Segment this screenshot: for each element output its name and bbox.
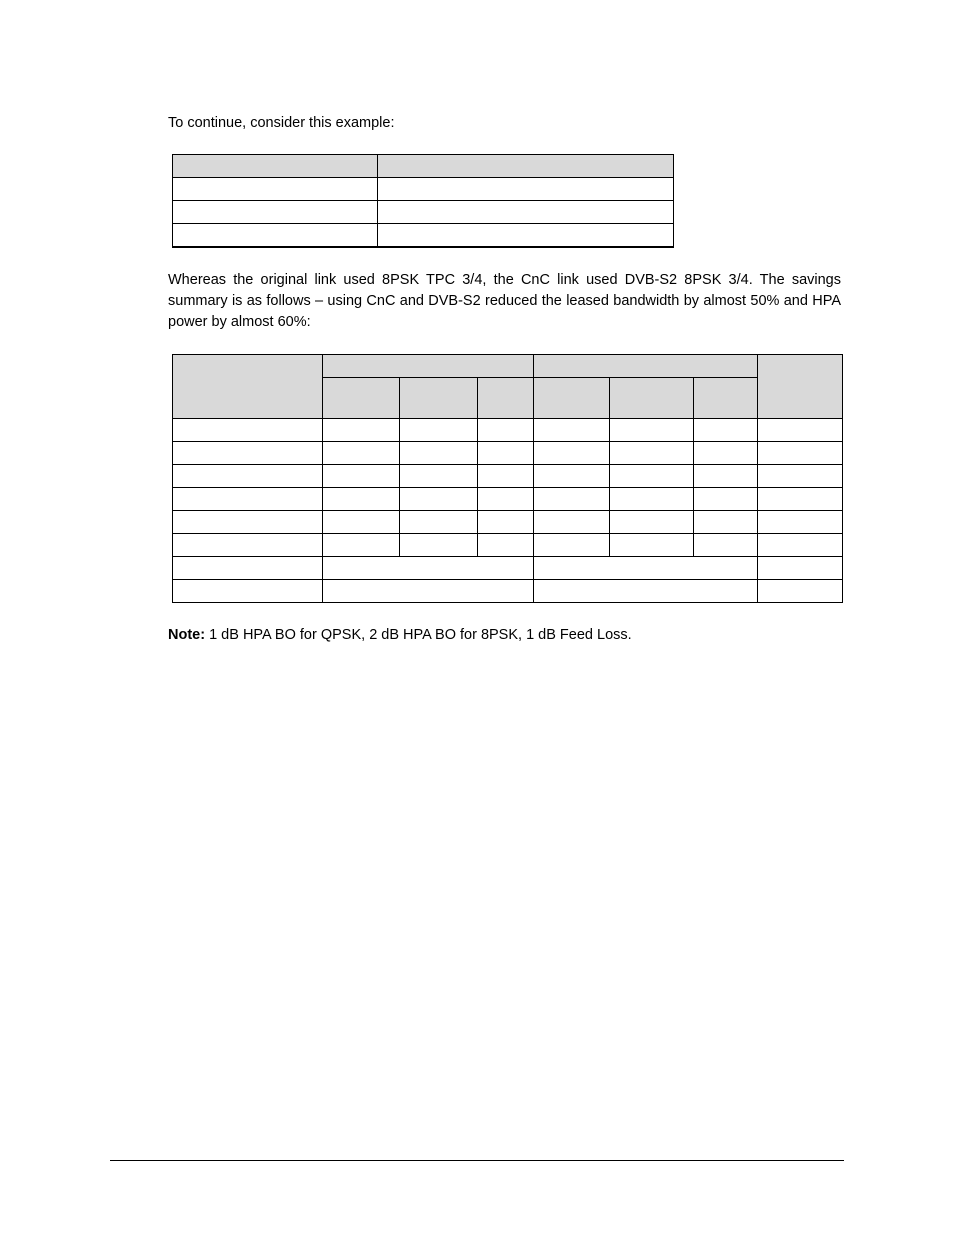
- table-cell: [400, 465, 478, 488]
- table-cell: [478, 488, 534, 511]
- savings-paragraph: Whereas the original link used 8PSK TPC 3/4, the CnC link used DVB-S2 8PSK 3/4. The savings summary is as follows – using CnC and DVB-S2 reduced the leased bandwidth by almost 50% and HPA power by almost 60%:: [168, 272, 841, 330]
- table-cell: [173, 534, 323, 557]
- table-row: [173, 178, 674, 201]
- table-cell: [694, 488, 758, 511]
- table-cell: [323, 465, 400, 488]
- table-cell: [173, 178, 378, 201]
- table-header-cell: [323, 378, 400, 419]
- table-cell: [758, 557, 843, 580]
- table-cell: [758, 442, 843, 465]
- table-header-cell: [400, 378, 478, 419]
- table-cell: [534, 534, 610, 557]
- example-table: [172, 154, 674, 248]
- table-header-cell: [323, 355, 534, 378]
- table-row: [173, 442, 843, 465]
- table-cell: [173, 465, 323, 488]
- table-cell: [758, 534, 843, 557]
- table-header-cell: [694, 378, 758, 419]
- table-cell: [378, 178, 674, 201]
- table-cell: [534, 557, 758, 580]
- table-cell: [758, 580, 843, 603]
- intro-paragraph: To continue, consider this example:: [168, 115, 395, 131]
- table-cell: [323, 419, 400, 442]
- table-cell: [378, 201, 674, 224]
- table-header-cell: [534, 355, 758, 378]
- table-row: [173, 201, 674, 224]
- table-cell: [323, 488, 400, 511]
- table-cell: [173, 557, 323, 580]
- table-row: [173, 488, 843, 511]
- table-cell: [323, 442, 400, 465]
- table-cell: [478, 442, 534, 465]
- table-cell: [173, 224, 378, 248]
- table-header-row: [173, 355, 843, 378]
- table-cell: [534, 465, 610, 488]
- footer-divider: [110, 1160, 844, 1161]
- table-header-cell: [610, 378, 694, 419]
- table-cell: [694, 534, 758, 557]
- table-row: [173, 224, 674, 248]
- table-cell: [323, 534, 400, 557]
- table-cell: [400, 534, 478, 557]
- table-cell: [694, 419, 758, 442]
- table-cell: [758, 511, 843, 534]
- table-header-cell: [378, 155, 674, 178]
- table-cell: [173, 419, 323, 442]
- table-cell: [758, 419, 843, 442]
- table-cell: [173, 511, 323, 534]
- note-text: 1 dB HPA BO for QPSK, 2 dB HPA BO for 8PSK, 1 dB Feed Loss.: [205, 627, 632, 643]
- table-cell: [534, 488, 610, 511]
- table-cell: [694, 442, 758, 465]
- table-row: [173, 534, 843, 557]
- table-row: [173, 557, 843, 580]
- table-cell: [478, 465, 534, 488]
- table-cell: [694, 465, 758, 488]
- table-cell: [378, 224, 674, 248]
- table-header-cell: [758, 355, 843, 419]
- table-row: [173, 465, 843, 488]
- table-row: [173, 419, 843, 442]
- note-label: Note:: [168, 627, 206, 643]
- table-cell: [610, 465, 694, 488]
- note-paragraph: [168, 625, 841, 646]
- table-header-cell: [173, 155, 378, 178]
- table-cell: [478, 419, 534, 442]
- table-header-cell: [534, 378, 610, 419]
- table-header-cell: [173, 355, 323, 419]
- savings-summary-table: [172, 354, 843, 603]
- table-row: [173, 580, 843, 603]
- table-cell: [610, 442, 694, 465]
- table-cell: [323, 511, 400, 534]
- table-cell: [400, 442, 478, 465]
- table-cell: [610, 419, 694, 442]
- table-cell: [478, 534, 534, 557]
- table-cell: [323, 557, 534, 580]
- table-cell: [173, 442, 323, 465]
- table-cell: [478, 511, 534, 534]
- table-cell: [534, 580, 758, 603]
- table-cell: [323, 580, 534, 603]
- table-cell: [534, 419, 610, 442]
- table-cell: [173, 488, 323, 511]
- table-cell: [534, 442, 610, 465]
- table-cell: [173, 201, 378, 224]
- table-cell: [758, 465, 843, 488]
- table-row: [173, 511, 843, 534]
- table-cell: [400, 488, 478, 511]
- table-cell: [400, 419, 478, 442]
- table-header-row: [173, 155, 674, 178]
- table-cell: [758, 488, 843, 511]
- table-cell: [534, 511, 610, 534]
- table-cell: [173, 580, 323, 603]
- table-cell: [400, 511, 478, 534]
- table-cell: [610, 488, 694, 511]
- table-cell: [610, 511, 694, 534]
- table-header-cell: [478, 378, 534, 419]
- table-cell: [694, 511, 758, 534]
- table-cell: [610, 534, 694, 557]
